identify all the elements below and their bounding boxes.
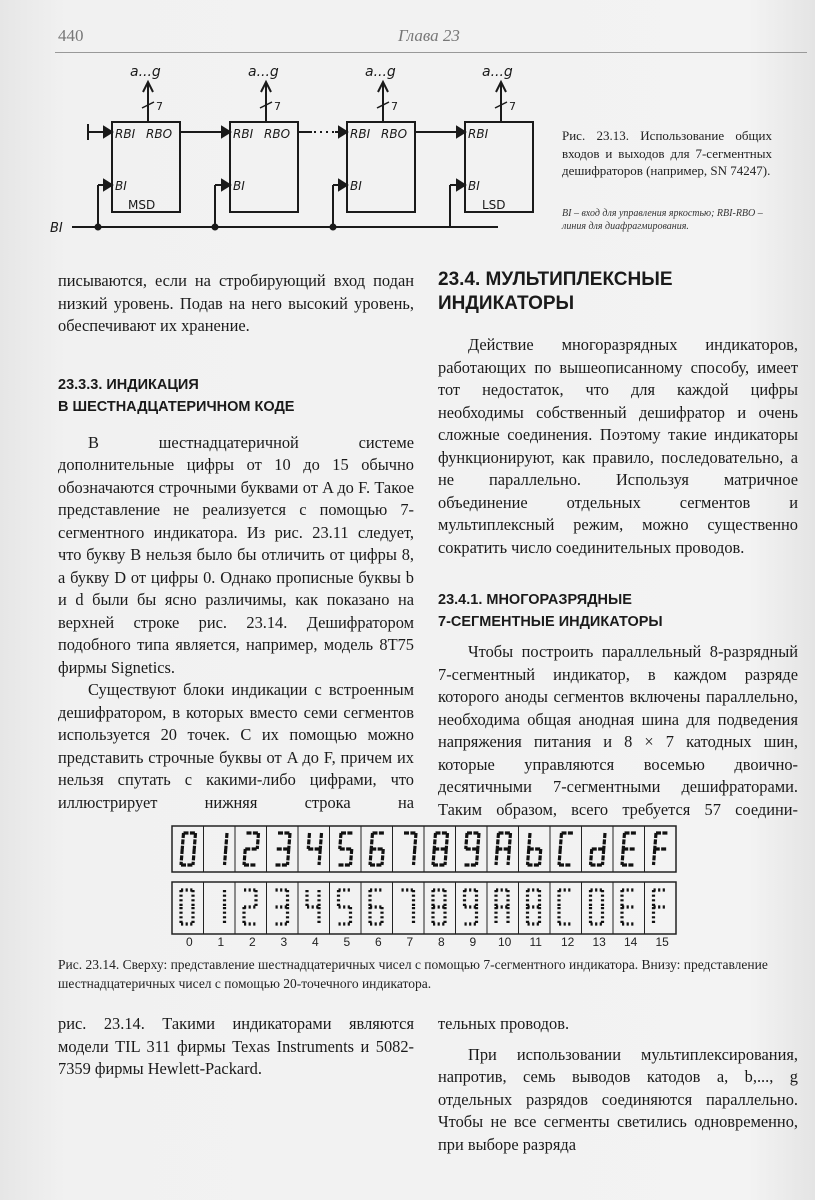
digit-index-label: 13 (592, 935, 606, 949)
right-column (438, 268, 798, 821)
digit-index-label: 11 (529, 935, 542, 949)
seven-segment-digit (424, 826, 448, 872)
chapter-title: Глава 23 (398, 26, 460, 45)
pin-rbo-2: RBO (264, 127, 291, 141)
paragraph-multiplexing: При использовании мультиплексирования, напротив, семь выводов катодов a, b,..., g отдельных разрядов соединяются параллельно. Чтобы не все сегменты светились одновременно, при выборе разряда (438, 1044, 798, 1154)
segment (540, 849, 541, 865)
pin-bi-3: BI (350, 179, 362, 193)
segment (508, 849, 509, 865)
section-heading-23-4: 23.4. МУЛЬТИПЛЕКСНЫЕ ИНДИКАТОРЫ (438, 269, 673, 314)
seven-segment-digit (582, 826, 606, 872)
digit-index-label: 12 (561, 935, 575, 949)
paragraph-til311: рис. 23.14. Такими индикаторами являются модели TIL 311 фирмы Texas Instruments и 5082-7359 фирмы Hewlett-Packard. (58, 1014, 414, 1078)
figure-23-14-caption: Рис. 23.14. Сверху: представление шестнадцатеричных чисел с помощью 7-сегментного индикатора. Внизу: представление шестнадцатеричных чисел с помощью 20-точечного индикатора. (58, 957, 768, 991)
bottom-left-column (58, 1013, 414, 1081)
page-number: 440 (58, 26, 84, 45)
segment (559, 849, 560, 865)
dot-matrix-row (172, 882, 676, 934)
segment (340, 833, 341, 849)
segment (257, 833, 258, 849)
seven-segment-digit (267, 826, 291, 872)
segment (320, 833, 321, 849)
segment (478, 833, 479, 849)
segment (466, 833, 467, 849)
segment (654, 849, 655, 865)
digit-index-labels (176, 935, 676, 953)
segment (319, 849, 320, 865)
seven-segment-digit (361, 826, 385, 872)
output-label-3: a...g (365, 64, 396, 80)
segment (603, 849, 604, 865)
bi-input-label: BI (50, 221, 63, 236)
pin-bi-1: BI (115, 179, 127, 193)
section-heading-23-4-1-line2: 7-СЕГМЕНТНЫЕ ИНДИКАТОРЫ (438, 614, 663, 630)
dot-matrix-digit (519, 882, 540, 934)
paragraph-hex-code: В шестнадцатеричной системе дополнительные цифры от 10 до 15 обычно обозначаются строчными буквами от A до F. Такое представление не реализуется с помощью 7-сегментного индикатора. Из рис. 23.11 следует, что букву B нельзя было бы отличить от цифры 8, а букву D от цифры 0. Однако прописные буквы b и d были бы ясно различимы, как показано на верхней строке рис. 23.14. Дешифратором подобного типа является, например, модель 8T75 фирмы Signetics. (58, 432, 414, 677)
bus-width-1: 7 (156, 100, 163, 113)
segment (193, 849, 194, 865)
dot-matrix-digit (235, 882, 256, 934)
bus-width-2: 7 (274, 100, 281, 113)
seven-segment-digit (393, 826, 417, 872)
segment (351, 849, 352, 865)
segment (244, 849, 245, 865)
paragraph-indicator-blocks: Существуют блоки индикации с встроенным дешифратором, в которых вместо семи сегментов используется 20 точек. С их помощью можно представить строчные буквы от A до F, причем их нельзя спутать с какими-либо цифрами, что иллюстрирует нижняя строка на (58, 680, 414, 812)
digit-index-label: 4 (312, 935, 319, 949)
segment (225, 849, 226, 865)
output-label-4: a...g (482, 64, 513, 80)
dot-matrix-digit (487, 882, 508, 934)
segment (414, 849, 415, 865)
segment (434, 833, 435, 849)
dot-matrix-digit (361, 882, 382, 934)
dot-matrix-digit (613, 882, 634, 934)
dot-matrix-digit (424, 882, 445, 934)
dot-matrix-digit (330, 882, 351, 934)
dot-matrix-digit (181, 890, 193, 924)
output-arrows (142, 82, 507, 122)
pin-rbi-4: RBI (468, 127, 489, 141)
segment (496, 849, 497, 865)
pin-rbo-3: RBO (381, 127, 408, 141)
seven-segment-digit (235, 826, 259, 872)
digit-index-label: 8 (438, 935, 445, 949)
digit-index-label: 9 (469, 935, 477, 949)
segment (622, 849, 623, 865)
seven-segment-digit (550, 826, 574, 872)
dot-matrix-digit (267, 882, 288, 934)
pin-rbi-2: RBI (233, 127, 254, 141)
digit-index-label: 10 (498, 935, 512, 949)
segment (415, 833, 416, 849)
segment (509, 833, 510, 849)
bottom-right-column (438, 1013, 798, 1156)
section-heading-23-4-1-line1: 23.4.1. МНОГОРАЗРЯДНЫЕ (438, 592, 632, 608)
segment (371, 833, 372, 849)
segment (181, 849, 182, 865)
lsd-label: LSD (482, 198, 506, 212)
dot-matrix-digit (456, 882, 477, 934)
segment (477, 849, 478, 865)
seven-segment-digit (181, 833, 196, 865)
pin-rbi-1: RBI (115, 127, 136, 141)
digit-index-label: 0 (186, 935, 193, 949)
segment (182, 833, 183, 849)
segment (289, 833, 290, 849)
segment (288, 849, 289, 865)
segment (446, 833, 447, 849)
dot-matrix-digit (298, 882, 319, 934)
digit-index-label: 15 (655, 935, 669, 949)
pin-bi-2: BI (233, 179, 245, 193)
digit-index-label: 14 (624, 935, 638, 949)
paragraph-multidigit: Чтобы построить параллельный 8-разрядный 7-сегментный индикатор, в каждом разряде которого аноды сегментов включены параллельно, необходима общая анодная шина для подведения напряжения питания и 8 × 7 катодных шин, которые управляются восемью двоично-десятичными 7-сегментными дешифраторами. Таким образом, всего требуется 57 соедини- (438, 642, 798, 819)
segment (655, 833, 656, 849)
figure-23-14-displays (170, 824, 690, 936)
section-heading-23-3-3-line2: В ШЕСТНАДЦАТЕРИЧНОМ КОДЕ (58, 398, 295, 415)
bus-width-4: 7 (509, 100, 516, 113)
bus-width-3: 7 (391, 100, 398, 113)
seven-segment-digit (613, 826, 637, 872)
left-column (58, 270, 414, 814)
output-label-1: a...g (130, 64, 161, 80)
seven-segment-digit (487, 826, 511, 872)
segment (623, 833, 624, 849)
digit-index-label: 3 (280, 935, 288, 949)
segment (382, 849, 383, 865)
seven-segment-digit (519, 826, 541, 872)
segment (604, 833, 605, 849)
digit-index-label: 2 (249, 935, 256, 949)
segment (194, 833, 195, 849)
segment (497, 833, 498, 849)
dot-matrix-digit (645, 882, 666, 934)
segment (445, 849, 446, 865)
dot-matrix-digit (582, 882, 603, 934)
pin-rbo-1: RBO (146, 127, 173, 141)
header-rule (55, 52, 807, 53)
seven-segment-digit (298, 826, 322, 872)
segment (370, 849, 371, 865)
digit-index-label: 5 (343, 935, 351, 949)
digit-index-label: 7 (406, 935, 414, 949)
seven-segment-digit (456, 826, 480, 872)
msd-label: MSD (128, 198, 156, 212)
segment (560, 833, 561, 849)
continued-paragraph: писываются, если на стробирующий вход подан низкий уровень. Подав на него высокий уровень, обеспечивают их хранение. (58, 271, 414, 335)
segment (528, 849, 529, 865)
seven-segment-digit (645, 826, 669, 872)
seven-segment-digit (204, 826, 228, 872)
segment (308, 833, 309, 849)
dot-matrix-digit (393, 882, 414, 934)
seven-segment-digit (330, 826, 354, 872)
digit-index-label: 1 (217, 935, 225, 949)
dot-matrix-digit (204, 882, 225, 934)
output-label-2: a...g (248, 64, 279, 80)
segment (529, 833, 530, 849)
digit-index-label: 6 (375, 935, 382, 949)
paragraph-multiplex-intro: Действие многоразрядных индикаторов, работающих по вышеописанному способу, имеет тот недостаток, что для каждой цифры необходимы собственный дешифратор и очень сложные соединения. Поэтому такие индикаторы функционируют, как правило, последовательно, а не параллельно. Используя матричное объединение отдельных сегментов и мультиплексный режим, можно существенно сократить число соединительных проводов. (438, 335, 798, 557)
figure-23-13-circuit (50, 62, 550, 247)
seven-segment-row (172, 826, 676, 872)
segment (591, 849, 592, 865)
pin-bi-4: BI (468, 179, 480, 193)
segment (433, 849, 434, 865)
section-heading-23-3-3-line1: 23.3.3. ИНДИКАЦИЯ (58, 376, 199, 393)
segment (226, 833, 227, 849)
figure-23-13-note: BI – вход для управления яркостью; RBI-RBO – линия для диафрагмирования. (562, 208, 763, 232)
dot-matrix-digit (550, 882, 571, 934)
pin-rbi-3: RBI (350, 127, 371, 141)
figure-23-13-caption: Рис. 23.13. Использование общих входов и выходов для 7-сегментных дешифраторов (например, SN 74247). (562, 128, 772, 178)
continued-paragraph-wires: тельных проводов. (438, 1014, 570, 1033)
